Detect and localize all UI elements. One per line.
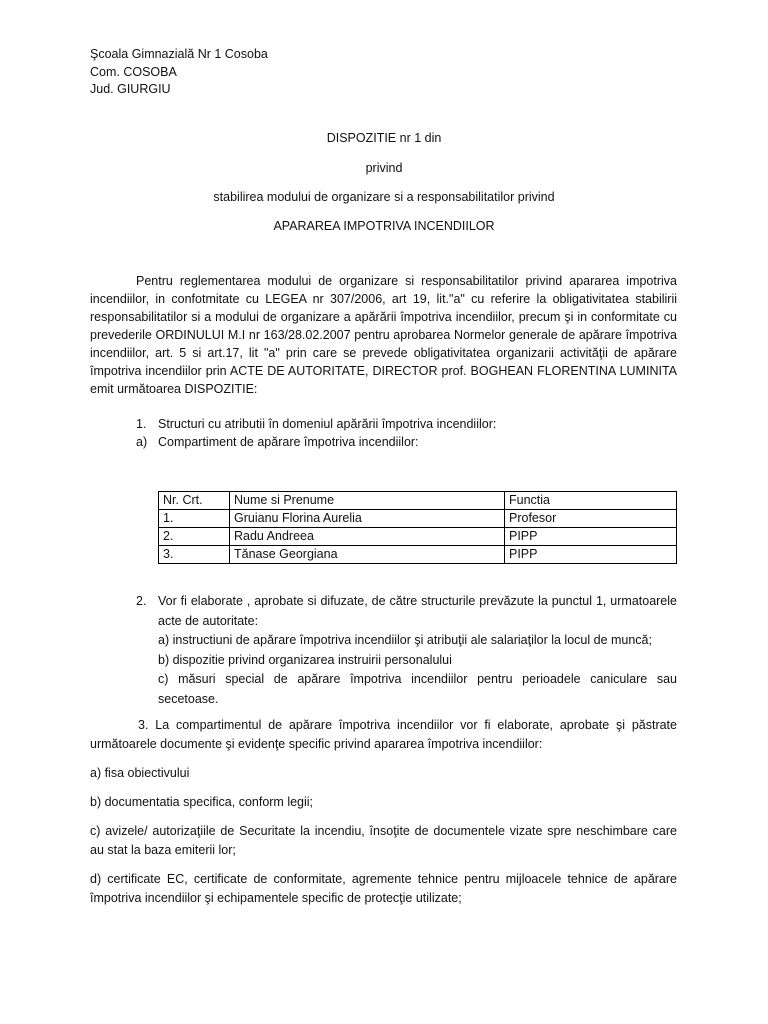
section3-item-a: a) fisa obiectivului — [90, 766, 190, 780]
title-topic: APARAREA IMPOTRIVA INCENDIILOR — [273, 219, 495, 233]
section3-item-b: b) documentatia specifica, conform legii; — [90, 795, 314, 809]
table-row — [159, 510, 677, 528]
table-header-row — [159, 492, 677, 510]
table-cell: 2. — [159, 528, 230, 546]
commune-name: Com. COSOBA — [90, 64, 177, 79]
section3 — [90, 716, 677, 908]
table-cell: PIPP — [505, 546, 677, 564]
section2-item-c: c) măsuri special de apărare împotriva incendiilor pentru perioadele caniculare sau secetoase. — [158, 672, 677, 706]
table-cell: Gruianu Florina Aurelia — [230, 510, 505, 528]
school-name: Şcoala Gimnazială Nr 1 Cosoba — [90, 47, 268, 61]
section3-item-d: d) certificate EC, certificate de conformitate, agremente tehnice pentru mijloacele tehnice de apărare împotriva incendiilor şi echipamentele specific de protecţie utilizate; — [90, 872, 677, 905]
title-subject: stabilirea modului de organizare si a responsabilitatilor privind — [213, 190, 555, 204]
county-name: Jud. GIURGIU — [90, 82, 171, 96]
section3-item-c: c) avizele/ autorizaţiile de Securitate la incendiu, însoţite de documentele vizate spre neschimbare care au stat la baza emiterii lor; — [90, 824, 677, 857]
table-cell: 3. — [159, 546, 230, 564]
section1-subheading — [136, 433, 419, 451]
section2-text: Vor fi elaborate , aprobate si difuzate, de către structurile prevăzute la punctul 1, urmatoarele acte de autoritate: — [158, 594, 677, 628]
institution-header — [90, 46, 268, 99]
table-cell: Profesor — [505, 510, 677, 528]
table-cell: Radu Andreea — [230, 528, 505, 546]
section1-sub-letter: a) — [136, 435, 148, 449]
staff-table — [158, 491, 677, 564]
section1-heading — [136, 415, 496, 433]
table-header-cell: Nr. Crt. — [159, 492, 230, 510]
table-cell: PIPP — [505, 528, 677, 546]
section1-sub-text: Compartiment de apărare împotriva incendiilor: — [158, 435, 419, 449]
intro-paragraph: Pentru reglementarea modului de organizare si responsabilitatilor privind apararea impotriva incendiilor, in confotmitate cu LEGEA nr 307/2006, art 19, lit."a" cu referire la obligativitatea stabilirii responsabilitatilor si a modului de organizare a apărării împotriva incendiilor, precum şi in conformitate cu prevederile ORDINULUI M.I nr 163/28.02.2007 pentru aprobarea Normelor generale de apărare împotriva incendiilor, art. 5 si art.17, lit "a" prin care se prevede obligativitatea organizarii activităţii de apărare împotriva incendiilor prin ACTE DE AUTORITATE, DIRECTOR prof. BOGHEAN FLORENTINA LUMINITA emit următoarea DISPOZITIE: — [90, 274, 677, 396]
section2-item-a: a) instructiuni de apărare împotriva incendiilor şi atribuţii ale salariaţilor la locul de muncă; — [158, 633, 652, 647]
section2-item-b: b) dispozitie privind organizarea instruirii personalului — [158, 652, 452, 667]
section1-number: 1. — [136, 417, 147, 431]
section3-text: 3. La compartimentul de apărare împotriva incendiilor vor fi elaborate, aprobate şi păstrate următoarele documente şi evidenţe specific privind apararea împotriva incendiilor: — [90, 718, 677, 751]
table-row — [159, 528, 677, 546]
document-title: DISPOZITIE nr 1 din — [326, 131, 442, 145]
table-header-cell: Nume si Prenume — [230, 492, 505, 510]
section2 — [158, 592, 677, 709]
table-header-cell: Functia — [505, 492, 677, 510]
title-privind: privind — [365, 161, 403, 175]
table-row — [159, 546, 677, 564]
table-cell: 1. — [159, 510, 230, 528]
section1-text: Structuri cu atributii în domeniul apărării împotriva incendiilor: — [158, 417, 497, 431]
section2-number: 2. — [136, 594, 147, 608]
table-cell: Tănase Georgiana — [230, 546, 505, 564]
